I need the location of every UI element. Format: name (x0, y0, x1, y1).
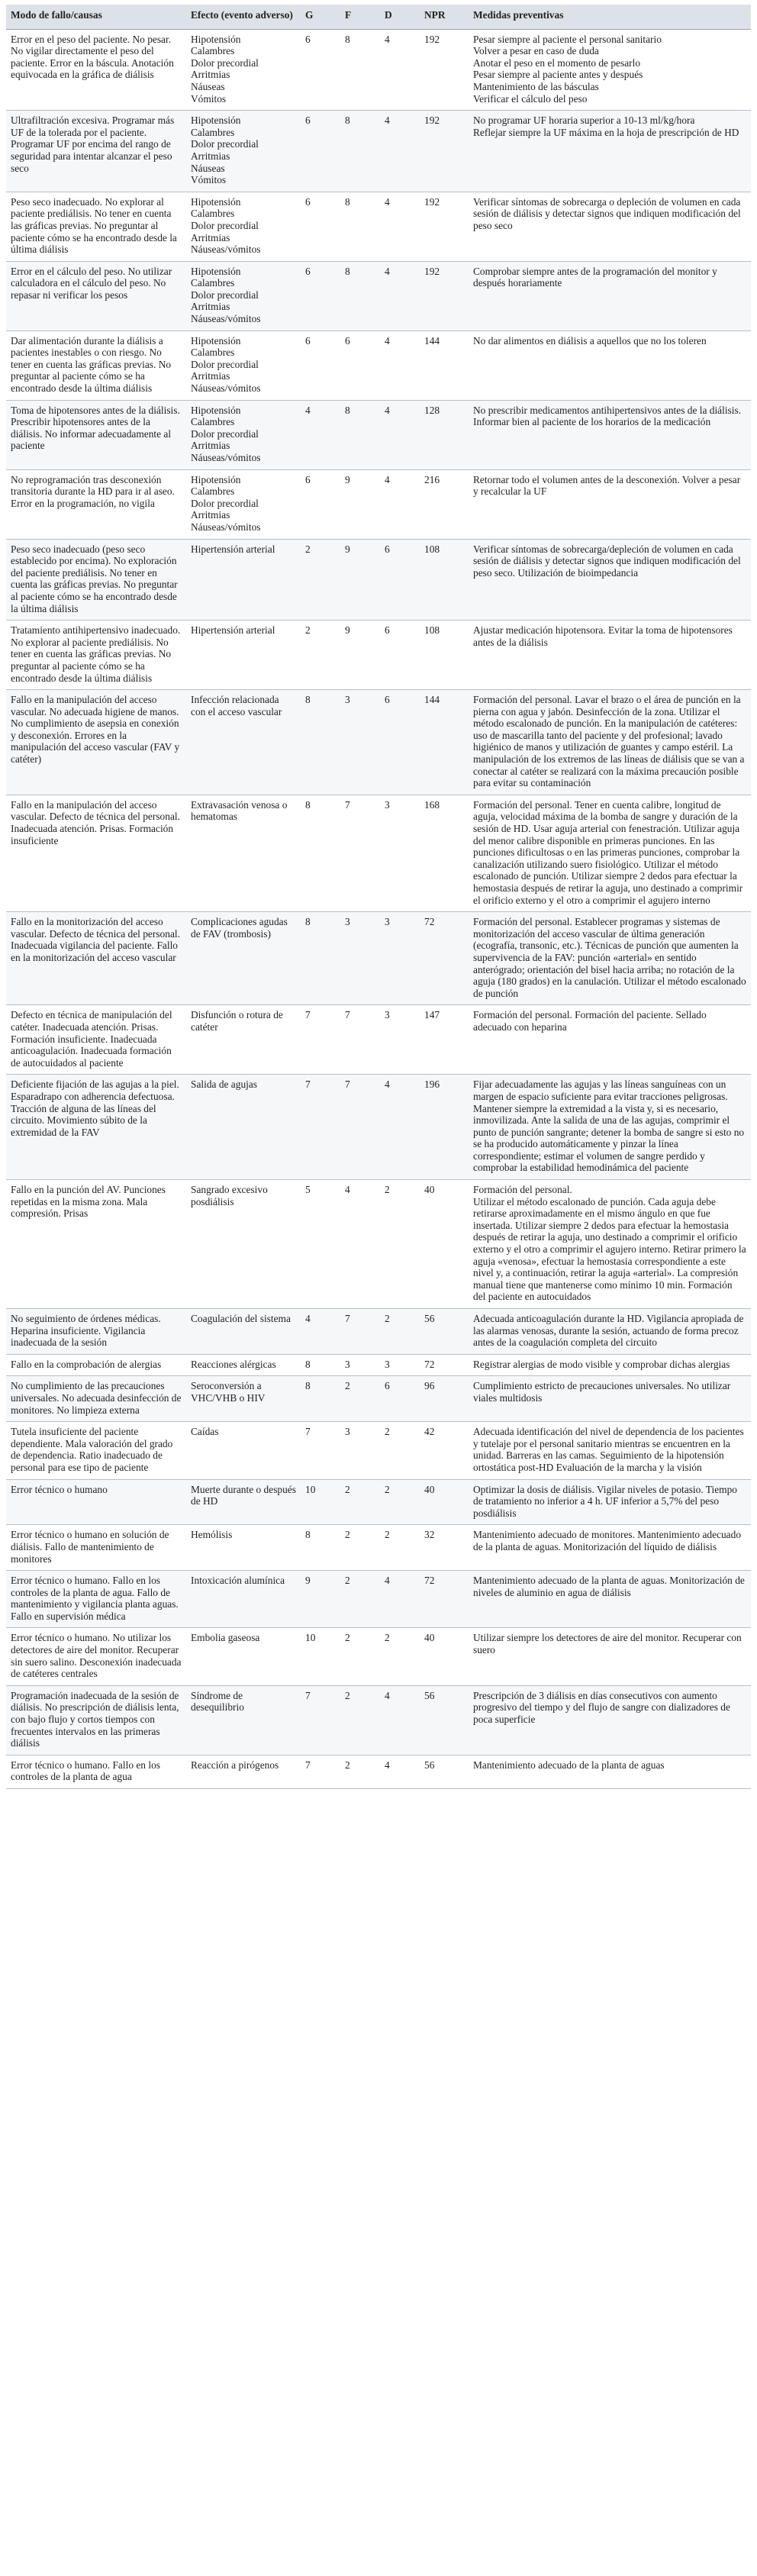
f-cell: 2 (340, 1525, 380, 1571)
d-cell: 4 (380, 400, 420, 469)
failure-mode-cell: Peso seco inadecuado (peso seco establecido por encima). No exploración del paciente prediálisis. No tener en cuenta las gráficas previas. No preguntar al paciente cómo se ha encontrado desde la última diálisis (6, 539, 186, 621)
npr-cell: 72 (420, 1354, 469, 1376)
table-row (6, 1525, 751, 1571)
table-row (6, 261, 751, 330)
g-cell: 9 (301, 1571, 340, 1628)
npr-cell: 32 (420, 1525, 469, 1571)
npr-cell: 144 (420, 330, 469, 400)
f-cell: 7 (340, 795, 380, 911)
failure-mode-cell: Error en el cálculo del peso. No utilizar calculadora en el cálculo del peso. No repasar ni verificar los pesos (6, 261, 186, 330)
g-cell: 6 (301, 469, 340, 539)
d-cell: 2 (380, 1180, 420, 1309)
npr-cell: 40 (420, 1479, 469, 1525)
table-row (6, 1571, 751, 1628)
f-cell: 2 (340, 1571, 380, 1628)
d-cell: 3 (380, 1354, 420, 1376)
failure-mode-cell: Error en el peso del paciente. No pesar. No vigilar directamente el peso del paciente. Error en la báscula. Anotación equivocada en la gráfica de diálisis (6, 29, 186, 111)
table-row (6, 912, 751, 1005)
preventive-measures-cell: Formación del personal. Utilizar el método escalonado de punción. Cada aguja debe retirarse aproximadamente en el mismo ángulo en que fue insertada. Utilizar siempre 2 dedos para efectuar la hemostasia después de retirar la aguja, uno destinado a comprimir el orificio externo y el otro a comprimir el agujero interno. Retirar primero la aguja «venosa», efectuar la hemostasia correspondiente a este nivel y, a continuación, retirar la aguja «arterial». La compresión manual tiene que mantenerse como mínimo 10 min. Formación del paciente en autocuidados (469, 1180, 751, 1309)
g-cell: 7 (301, 1685, 340, 1755)
table-row (6, 1422, 751, 1479)
header-row (6, 5, 751, 29)
failure-mode-cell: Tratamiento antihipertensivo inadecuado. No explorar al paciente prediálisis. No tener en cuenta las gráficas previas. No preguntar al paciente cómo se ha encontrado desde la última diálisis (6, 621, 186, 690)
d-cell: 4 (380, 1075, 420, 1180)
table-row (6, 1376, 751, 1422)
header-preventive-measures: Medidas preventivas (469, 5, 751, 29)
d-cell: 4 (380, 261, 420, 330)
failure-mode-cell: Programación inadecuada de la sesión de diálisis. No prescripción de diálisis lenta, con bajo flujo y cortos tiempos con frecuentes intervalos en las primeras diálisis (6, 1685, 186, 1755)
g-cell: 8 (301, 912, 340, 1005)
g-cell: 6 (301, 192, 340, 261)
preventive-measures-cell: Verificar síntomas de sobrecarga o depleción de volumen en cada sesión de diálisis y detectar signos que indiquen modificación del peso seco (469, 192, 751, 261)
f-cell: 8 (340, 261, 380, 330)
f-cell: 3 (340, 690, 380, 795)
effect-cell: Caídas (186, 1422, 301, 1479)
effect-cell: Disfunción o rotura de catéter (186, 1005, 301, 1075)
g-cell: 7 (301, 1755, 340, 1788)
d-cell: 4 (380, 1755, 420, 1788)
effect-cell: Complicaciones agudas de FAV (trombosis) (186, 912, 301, 1005)
f-cell: 7 (340, 1075, 380, 1180)
npr-cell: 40 (420, 1180, 469, 1309)
f-cell: 9 (340, 621, 380, 690)
d-cell: 4 (380, 330, 420, 400)
table-row (6, 1479, 751, 1525)
table-row (6, 1180, 751, 1309)
d-cell: 6 (380, 1376, 420, 1422)
preventive-measures-cell: Optimizar la dosis de diálisis. Vigilar niveles de potasio. Tiempo de tratamiento no inferior a 4 h. UF inferior a 5,7% del peso posdiálisis (469, 1479, 751, 1525)
g-cell: 2 (301, 621, 340, 690)
preventive-measures-cell: Mantenimiento adecuado de la planta de aguas (469, 1755, 751, 1788)
npr-cell: 42 (420, 1422, 469, 1479)
f-cell: 8 (340, 29, 380, 111)
f-cell: 7 (340, 1005, 380, 1075)
preventive-measures-cell: Mantenimiento adecuado de la planta de aguas. Monitorización de niveles de aluminio en agua de diálisis (469, 1571, 751, 1628)
g-cell: 2 (301, 539, 340, 621)
failure-mode-cell: Defecto en técnica de manipulación del catéter. Inadecuada atención. Prisas. Formación insuficiente. Inadecuada anticoagulación. Inadecuada formación de autocuidados al paciente (6, 1005, 186, 1075)
effect-cell: Hipotensión Calambres Dolor precordial Arritmias Náuseas/vómitos (186, 400, 301, 469)
table-header (6, 5, 751, 29)
effect-cell: Hipertensión arterial (186, 539, 301, 621)
preventive-measures-cell: Adecuada anticoagulación durante la HD. Vigilancia apropiada de las alarmas venosas, durante la sesión, actuando de forma precoz antes de la coagulación completa del circuito (469, 1309, 751, 1355)
npr-cell: 128 (420, 400, 469, 469)
f-cell: 6 (340, 330, 380, 400)
d-cell: 4 (380, 469, 420, 539)
effect-cell: Extravasación venosa o hematomas (186, 795, 301, 911)
header-effect: Efecto (evento adverso) (186, 5, 301, 29)
npr-cell: 40 (420, 1628, 469, 1685)
npr-cell: 147 (420, 1005, 469, 1075)
failure-mode-cell: Tutela insuficiente del paciente dependiente. Mala valoración del grado de dependencia. Ratio inadecuado de personal para ese tipo de paciente (6, 1422, 186, 1479)
npr-cell: 168 (420, 795, 469, 911)
npr-cell: 196 (420, 1075, 469, 1180)
effect-cell: Salida de agujas (186, 1075, 301, 1180)
effect-cell: Hipotensión Calambres Dolor precordial Arritmias Náuseas/vómitos (186, 192, 301, 261)
d-cell: 2 (380, 1525, 420, 1571)
d-cell: 4 (380, 29, 420, 111)
f-cell: 8 (340, 111, 380, 192)
d-cell: 4 (380, 1571, 420, 1628)
failure-mode-cell: No seguimiento de órdenes médicas. Heparina insuficiente. Vigilancia inadecuada de la sesión (6, 1309, 186, 1355)
g-cell: 6 (301, 261, 340, 330)
f-cell: 3 (340, 1422, 380, 1479)
preventive-measures-cell: Pesar siempre al paciente el personal sanitario Volver a pesar en caso de duda Anotar el peso en el momento de pesarlo Pesar siempre al paciente antes y después Mantenimiento de las básculas Verificar el cálculo del peso (469, 29, 751, 111)
table-row (6, 192, 751, 261)
effect-cell: Reacción a pirógenos (186, 1755, 301, 1788)
table-row (6, 29, 751, 111)
g-cell: 5 (301, 1180, 340, 1309)
d-cell: 3 (380, 1005, 420, 1075)
table-row (6, 111, 751, 192)
failure-mode-cell: Fallo en la manipulación del acceso vascular. No adecuada higiene de manos. No cumplimiento de asepsia en conexión y desconexión. Errores en la manipulación del acceso vascular (FAV y catéter) (6, 690, 186, 795)
effect-cell: Hemólisis (186, 1525, 301, 1571)
table-row (6, 1628, 751, 1685)
preventive-measures-cell: Formación del personal. Tener en cuenta calibre, longitud de aguja, velocidad máxima de la bomba de sangre y duración de la sesión de HD. Usar aguja arterial con fenestración. Utilizar aguja del menor calibre disponible en primeras punciones. En las punciones dificultosas o en las primeras punciones, comprobar la canalización utilizando suero fisiológico. Utilizar el método escalonado de punción. Utilizar siempre 2 dedos para efectuar la hemostasia después de retirar la aguja, uno destinado a comprimir el orificio externo y el otro a comprimir el agujero interno (469, 795, 751, 911)
preventive-measures-cell: Cumplimiento estricto de precauciones universales. No utilizar viales multidosis (469, 1376, 751, 1422)
effect-cell: Infección relacionada con el acceso vascular (186, 690, 301, 795)
npr-cell: 72 (420, 912, 469, 1005)
table-row (6, 1309, 751, 1355)
table-row (6, 400, 751, 469)
d-cell: 2 (380, 1479, 420, 1525)
npr-cell: 56 (420, 1309, 469, 1355)
g-cell: 8 (301, 690, 340, 795)
g-cell: 10 (301, 1479, 340, 1525)
table-row (6, 690, 751, 795)
g-cell: 7 (301, 1005, 340, 1075)
failure-mode-cell: Error técnico o humano. No utilizar los detectores de aire del monitor. Recuperar sin suero salino. Desconexión inadecuada de catéteres centrales (6, 1628, 186, 1685)
failure-mode-cell: No reprogramación tras desconexión transitoria durante la HD para ir al aseo. Error en la programación, no vigila (6, 469, 186, 539)
table-row (6, 469, 751, 539)
preventive-measures-cell: Verificar síntomas de sobrecarga/depleción de volumen en cada sesión de diálisis y detectar signos que indiquen modificación del peso seco. Utilización de bioimpedancia (469, 539, 751, 621)
g-cell: 4 (301, 400, 340, 469)
failure-mode-cell: Fallo en la monitorización del acceso vascular. Defecto de técnica del personal. Inadecuada vigilancia del paciente. Fallo en la monitorización del acceso vascular (6, 912, 186, 1005)
failure-mode-cell: Fallo en la manipulación del acceso vascular. Defecto de técnica del personal. Inadecuada atención. Prisas. Formación insuficiente (6, 795, 186, 911)
f-cell: 3 (340, 1354, 380, 1376)
table-row (6, 539, 751, 621)
effect-cell: Hipotensión Calambres Dolor precordial Arritmias Náuseas Vómitos (186, 111, 301, 192)
f-cell: 4 (340, 1180, 380, 1309)
table-row (6, 1755, 751, 1788)
effect-cell: Hipotensión Calambres Dolor precordial Arritmias Náuseas Vómitos (186, 29, 301, 111)
effect-cell: Seroconversión a VHC/VHB o HIV (186, 1376, 301, 1422)
header-npr: NPR (420, 5, 469, 29)
table-body (6, 29, 751, 1788)
failure-mode-cell: Fallo en la punción del AV. Punciones repetidas en la misma zona. Mala compresión. Prisas (6, 1180, 186, 1309)
g-cell: 6 (301, 330, 340, 400)
f-cell: 2 (340, 1376, 380, 1422)
d-cell: 2 (380, 1422, 420, 1479)
g-cell: 7 (301, 1422, 340, 1479)
table-row (6, 1354, 751, 1376)
f-cell: 2 (340, 1755, 380, 1788)
npr-cell: 96 (420, 1376, 469, 1422)
g-cell: 7 (301, 1075, 340, 1180)
f-cell: 8 (340, 192, 380, 261)
d-cell: 2 (380, 1628, 420, 1685)
effect-cell: Hipotensión Calambres Dolor precordial Arritmias Náuseas/vómitos (186, 261, 301, 330)
npr-cell: 72 (420, 1571, 469, 1628)
table-row (6, 1005, 751, 1075)
preventive-measures-cell: No programar UF horaria superior a 10-13 ml/kg/hora Reflejar siempre la UF máxima en la hoja de prescripción de HD (469, 111, 751, 192)
npr-cell: 192 (420, 29, 469, 111)
failure-mode-cell: Error técnico o humano (6, 1479, 186, 1525)
effect-cell: Muerte durante o después de HD (186, 1479, 301, 1525)
failure-mode-cell: Deficiente fijación de las agujas a la piel. Esparadrapo con adherencia defectuosa. Tracción de alguna de las líneas del circuito. Movimiento súbito de la extremidad de la FAV (6, 1075, 186, 1180)
d-cell: 3 (380, 795, 420, 911)
npr-cell: 192 (420, 192, 469, 261)
npr-cell: 192 (420, 111, 469, 192)
header-f: F (340, 5, 380, 29)
g-cell: 10 (301, 1628, 340, 1685)
preventive-measures-cell: Comprobar siempre antes de la programación del monitor y después horariamente (469, 261, 751, 330)
table-row (6, 330, 751, 400)
preventive-measures-cell: Formación del personal. Lavar el brazo o el área de punción en la pierna con agua y jabón. Desinfección de la zona. Utilizar el método escalonado de punción. En la manipulación de catéteres: uso de mascarilla tanto del paciente y del profesional; lavado higiénico de manos y utilización de guantes y campo estéril. La manipulación de los extremos de las líneas de diálisis que se van a conectar al catéter se realizará con la máxima precaución posible para evitar su contaminación (469, 690, 751, 795)
preventive-measures-cell: Ajustar medicación hipotensora. Evitar la toma de hipotensores antes de la diálisis (469, 621, 751, 690)
npr-cell: 56 (420, 1685, 469, 1755)
g-cell: 6 (301, 29, 340, 111)
f-cell: 8 (340, 400, 380, 469)
npr-cell: 216 (420, 469, 469, 539)
effect-cell: Intoxicación alumínica (186, 1571, 301, 1628)
effect-cell: Hipertensión arterial (186, 621, 301, 690)
preventive-measures-cell: Formación del personal. Formación del paciente. Sellado adecuado con heparina (469, 1005, 751, 1075)
failure-mode-cell: Error técnico o humano en solución de diálisis. Fallo de mantenimiento de monitores (6, 1525, 186, 1571)
effect-cell: Coagulación del sistema (186, 1309, 301, 1355)
table-row (6, 621, 751, 690)
preventive-measures-cell: Retornar todo el volumen antes de la desconexión. Volver a pesar y recalcular la UF (469, 469, 751, 539)
preventive-measures-cell: Registrar alergias de modo visible y comprobar dichas alergias (469, 1354, 751, 1376)
f-cell: 7 (340, 1309, 380, 1355)
d-cell: 4 (380, 111, 420, 192)
g-cell: 8 (301, 1525, 340, 1571)
effect-cell: Hipotensión Calambres Dolor precordial Arritmias Náuseas/vómitos (186, 469, 301, 539)
header-failure-mode: Modo de fallo/causas (6, 5, 186, 29)
npr-cell: 144 (420, 690, 469, 795)
g-cell: 8 (301, 1354, 340, 1376)
npr-cell: 108 (420, 539, 469, 621)
preventive-measures-cell: Adecuada identificación del nivel de dependencia de los pacientes y tutelaje por el personal sanitario mientras se encuentren en la unidad. Barreras en las camas. Seguimiento de la hipotensión ortostática post-HD Evaluación de la marcha y la visión (469, 1422, 751, 1479)
amfe-table (6, 5, 751, 1789)
effect-cell: Embolia gaseosa (186, 1628, 301, 1685)
f-cell: 2 (340, 1479, 380, 1525)
f-cell: 3 (340, 912, 380, 1005)
preventive-measures-cell: No prescribir medicamentos antihipertensivos antes de la diálisis. Informar bien al paciente de los horarios de la medicación (469, 400, 751, 469)
table-row (6, 1685, 751, 1755)
d-cell: 4 (380, 192, 420, 261)
d-cell: 4 (380, 1685, 420, 1755)
failure-mode-cell: Peso seco inadecuado. No explorar al paciente prediálisis. No tener en cuenta las gráficas previas. No preguntar al paciente cómo se ha encontrado desde la última diálisis (6, 192, 186, 261)
failure-mode-cell: Ultrafiltración excesiva. Programar más UF de la tolerada por el paciente. Programar UF por encima del rango de seguridad para intentar alcanzar el peso seco (6, 111, 186, 192)
failure-mode-cell: Error técnico o humano. Fallo en los controles de la planta de agua. Fallo de mantenimiento y vigilancia planta aguas. Fallo en supervisión médica (6, 1571, 186, 1628)
effect-cell: Sangrado excesivo posdiálisis (186, 1180, 301, 1309)
f-cell: 9 (340, 539, 380, 621)
header-g: G (301, 5, 340, 29)
g-cell: 8 (301, 795, 340, 911)
preventive-measures-cell: Formación del personal. Establecer programas y sistemas de monitorización del acceso vascular de última generación (ecografía, transonic, etc.). Técnicas de punción que aumenten la supervivencia de la FAV: punción «arterial» en sentido anterógrado; orientación del bisel hacia arriba; no rotación de la aguja (180 grados) en la canulación. Utilizar el método escalonado de punción (469, 912, 751, 1005)
preventive-measures-cell: Utilizar siempre los detectores de aire del monitor. Recuperar con suero (469, 1628, 751, 1685)
failure-mode-cell: Error técnico o humano. Fallo en los controles de la planta de agua (6, 1755, 186, 1788)
npr-cell: 56 (420, 1755, 469, 1788)
failure-mode-cell: Dar alimentación durante la diálisis a pacientes inestables o con riesgo. No tener en cuenta las gráficas previas. No preguntar al paciente cómo se ha encontrado desde la última diálisis (6, 330, 186, 400)
effect-cell: Reacciones alérgicas (186, 1354, 301, 1376)
header-d: D (380, 5, 420, 29)
d-cell: 6 (380, 690, 420, 795)
preventive-measures-cell: Prescripción de 3 diálisis en días consecutivos con aumento progresivo del tiempo y del flujo de sangre con dializadores de poca superficie (469, 1685, 751, 1755)
f-cell: 2 (340, 1628, 380, 1685)
g-cell: 8 (301, 1376, 340, 1422)
g-cell: 6 (301, 111, 340, 192)
failure-mode-cell: Toma de hipotensores antes de la diálisis. Prescribir hipotensores antes de la diálisis. No informar adecuadamente al paciente (6, 400, 186, 469)
d-cell: 3 (380, 912, 420, 1005)
preventive-measures-cell: Fijar adecuadamente las agujas y las líneas sanguíneas con un margen de espacio suficiente para evitar tracciones peligrosas. Mantener siempre la extremidad a la vista y, si es necesario, inmovilizada. Ante la salida de una de las agujas, comprimir el punto de punción sangrante; detener la bomba de sangre si esto no se ha producido automáticamente y pinzar la línea correspondiente; estimar el volumen de sangre perdido y comprobar la estabilidad hemodinámica del paciente (469, 1075, 751, 1180)
table-row (6, 795, 751, 911)
d-cell: 6 (380, 539, 420, 621)
preventive-measures-cell: No dar alimentos en diálisis a aquellos que no los toleren (469, 330, 751, 400)
npr-cell: 192 (420, 261, 469, 330)
f-cell: 9 (340, 469, 380, 539)
npr-cell: 108 (420, 621, 469, 690)
table-row (6, 1075, 751, 1180)
d-cell: 6 (380, 621, 420, 690)
effect-cell: Síndrome de desequilibrio (186, 1685, 301, 1755)
d-cell: 2 (380, 1309, 420, 1355)
effect-cell: Hipotensión Calambres Dolor precordial Arritmias Náuseas/vómitos (186, 330, 301, 400)
g-cell: 4 (301, 1309, 340, 1355)
failure-mode-cell: No cumplimiento de las precauciones universales. No adecuada desinfección de monitores. No limpieza externa (6, 1376, 186, 1422)
failure-mode-cell: Fallo en la comprobación de alergias (6, 1354, 186, 1376)
f-cell: 2 (340, 1685, 380, 1755)
preventive-measures-cell: Mantenimiento adecuado de monitores. Mantenimiento adecuado de la planta de aguas. Monitorización del líquido de diálisis (469, 1525, 751, 1571)
